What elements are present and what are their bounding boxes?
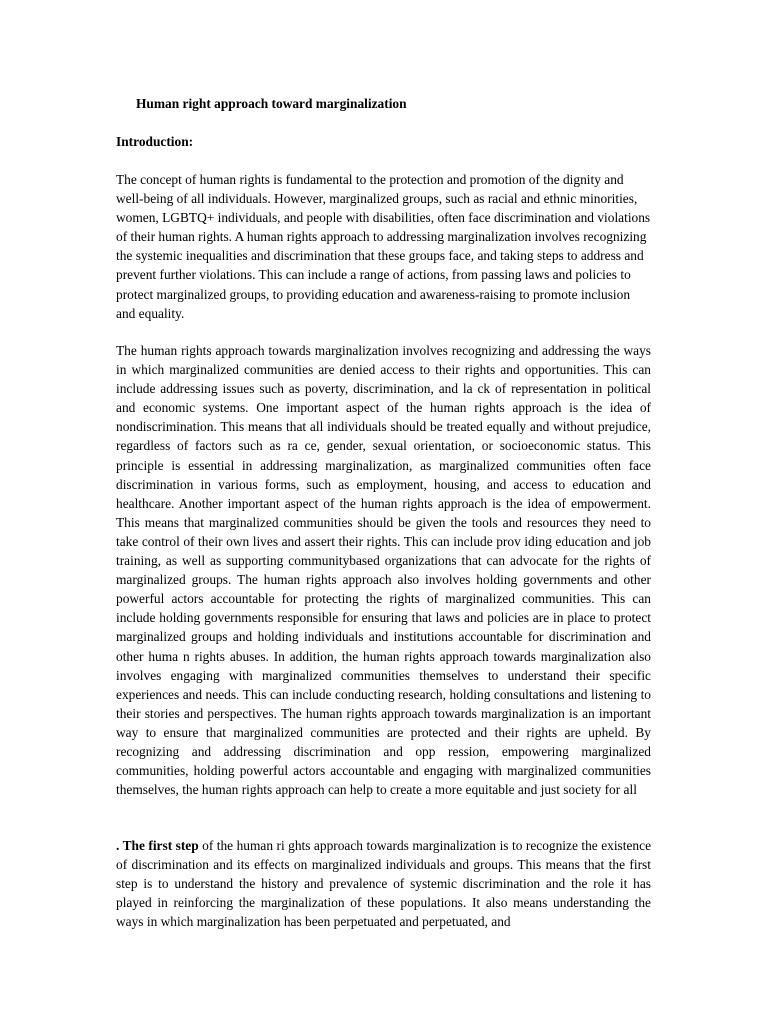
document-title: Human right approach toward marginalization — [136, 96, 407, 111]
paragraph-first-step — [116, 836, 651, 931]
paragraph-body: The human rights approach towards marginalization involves recognizing and addressing the ways in which marginalized communities are denied access to their rights and opportunities. This can include addressing issues such as poverty, discrimination, and la ck of representation in political and economic systems. One important aspect of the human rights approach is the idea of nondiscrimination. This means that all individuals should be treated equally and without prejudice, regardless of factors such as ra ce, gender, sexual orientation, or socioeconomic status. This principle is essential in addressing marginalization, as marginalized communities often face discrimination in various forms, such as employment, housing, and access to education and healthcare. Another important aspect of the human rights approach is the idea of empowerment. This means that marginalized communities should be given the tools and resources they need to take control of their own lives and assert their rights. This can include prov iding education and job training, as well as supporting communitybased organizations that can advocate for the rights of marginalized groups. The human rights approach also involves holding governments and other powerful actors accountable for protecting the rights of marginalized communities. This can include holding governments responsible for ensuring that laws and policies are in place to protect marginalized groups and holding individuals and institutions accountable for discrimination and other huma n rights abuses. In addition, the human rights approach towards marginalization also involves engaging with marginalized communities themselves to understand their specific experiences and needs. This can include conducting research, holding consultations and listening to their stories and perspectives. The human rights approach towards marginalization is an important way to ensure that marginalized communities are protected and their rights are upheld. By recognizing and addressing discrimination and opp ression, empowering marginalized communities, holding powerful actors accountable and engaging with marginalized communities themselves, the human rights approach can help to create a more equitable and just society for all — [116, 343, 651, 798]
introduction-heading: Introduction: — [116, 134, 194, 149]
first-step-text: of the human ri ghts approach towards marginalization is to recognize the existence of discrimination and its effects on marginalized individuals and groups. This means that the first step is to understand the history and prevalence of systemic discrimination and the role it has played in reinforcing the marginalization of these populations. It also means understanding the ways in which marginalization has been perpetuated and perpetuated, and — [116, 838, 652, 930]
first-step-lead: . The first step — [116, 838, 199, 853]
paragraph-intro: The concept of human rights is fundamental to the protection and promotion of the dignity and well-being of all individuals. However, marginalized groups, such as racial and ethnic minorities, women, LGBTQ+ individuals, and people with disabilities, often face discrimination and violations of their human rights. A human rights approach to addressing marginalization involves recognizing the systemic inequalities and discrimination that these groups face, and taking steps to address and prevent further violations. This can include a range of actions, from passing laws and policies to protect marginalized groups, to providing education and awareness-raising to promote inclusion and equality. — [116, 172, 651, 321]
